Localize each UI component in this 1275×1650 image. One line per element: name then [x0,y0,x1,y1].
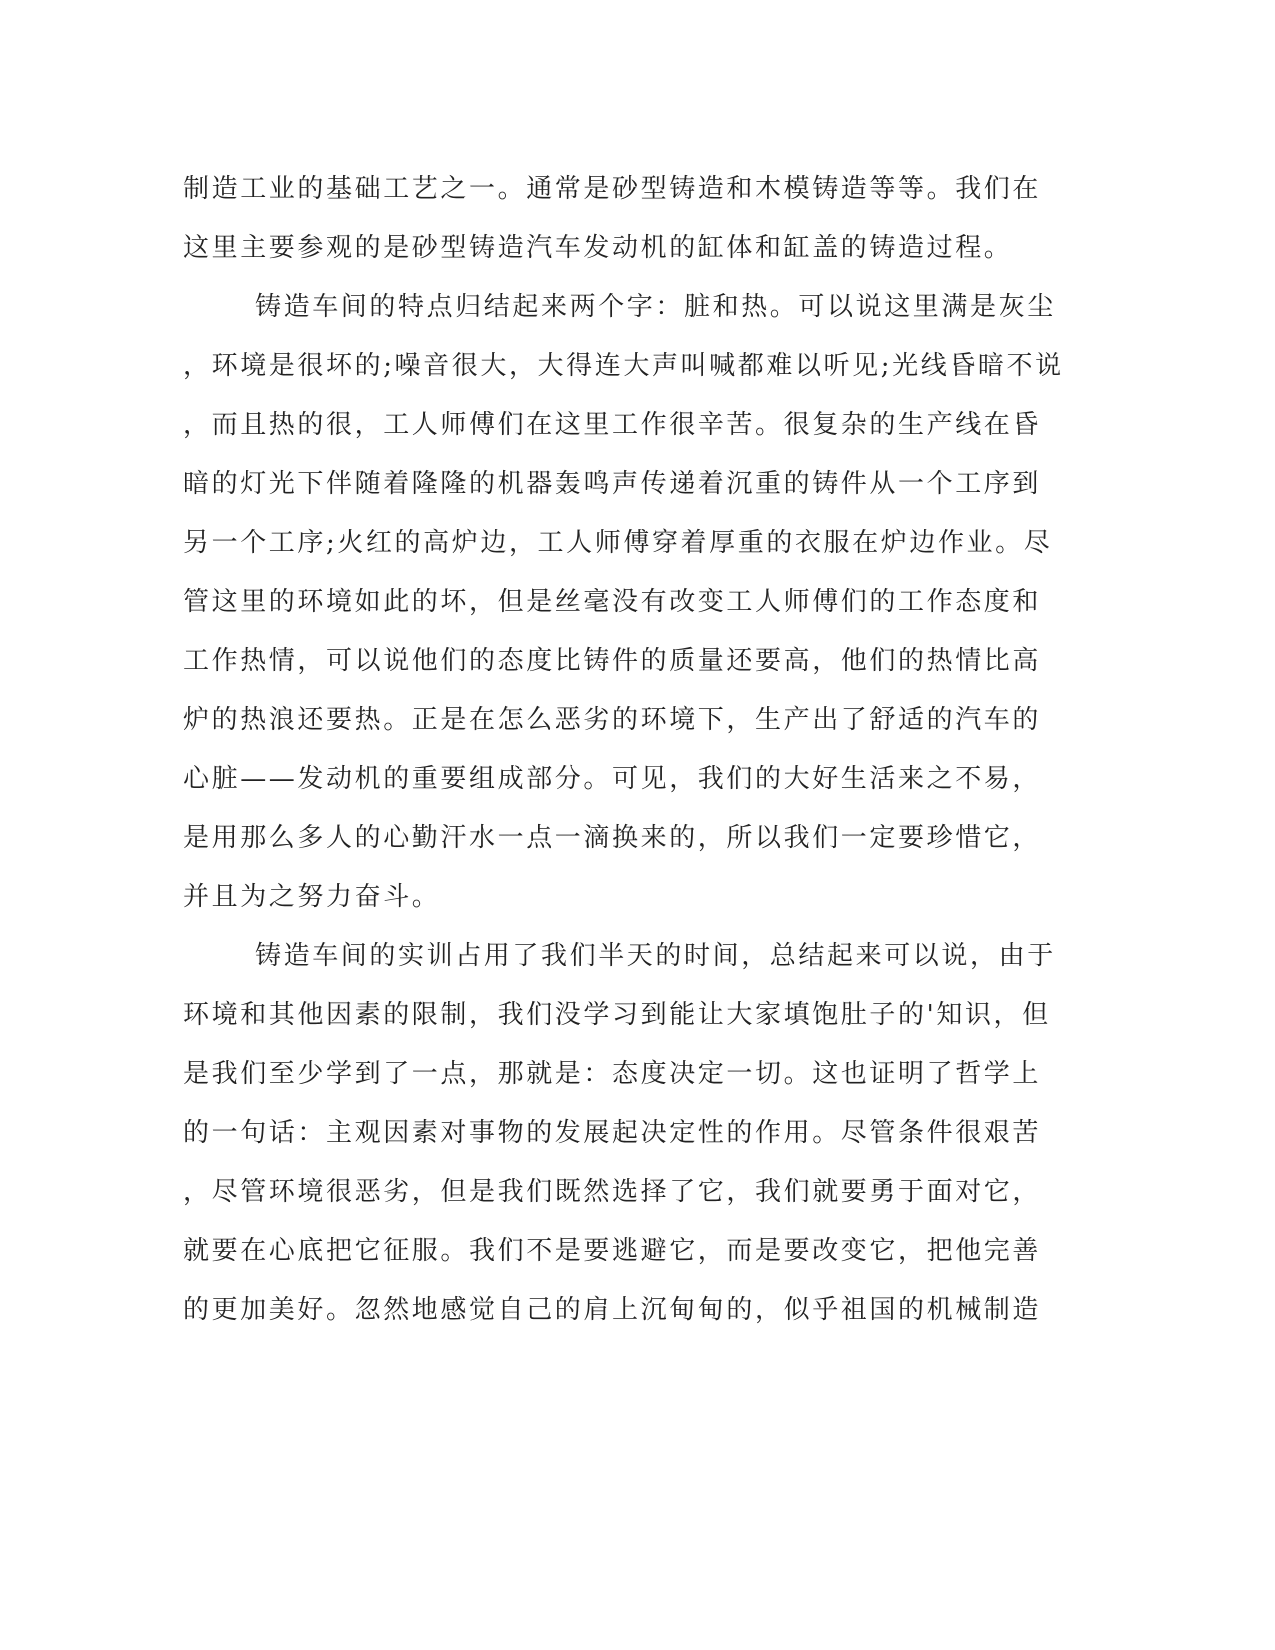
text-line: 另一个工序;火红的高炉边，工人师傅穿着厚重的衣服在炉边作业。尽 [183,528,1053,558]
text-line: 是用那么多人的心勤汗水一点一滴换来的，所以我们一定要珍惜它， [183,823,1042,853]
paragraph-2 [183,278,1064,927]
body-text [183,160,1064,1340]
text-line: 的更加美好。忽然地感觉自己的肩上沉甸甸的，似乎祖国的机械制造 [183,1295,1042,1325]
text-line: ，尽管环境很恶劣，但是我们既然选择了它，我们就要勇于面对它， [183,1177,1042,1207]
text-line: 铸造车间的实训占用了我们半天的时间，总结起来可以说，由于 [255,941,1056,971]
paragraph-3 [183,927,1056,1340]
text-line: 的一句话：主观因素对事物的发展起决定性的作用。尽管条件很艰苦 [183,1118,1042,1148]
text-line: 暗的灯光下伴随着隆隆的机器轰鸣声传递着沉重的铸件从一个工序到 [183,469,1042,499]
text-line: ，而且热的很，工人师傅们在这里工作很辛苦。很复杂的生产线在昏 [183,410,1042,440]
paragraph-1 [183,160,1043,278]
text-line: 制造工业的基础工艺之一。通常是砂型铸造和木模铸造等等。我们在 [183,174,1042,204]
text-line: 并且为之努力奋斗。 [183,882,441,912]
text-line: 工作热情，可以说他们的态度比铸件的质量还要高，他们的热情比高 [183,646,1042,676]
text-line: 铸造车间的特点归结起来两个字：脏和热。可以说这里满是灰尘 [255,292,1056,322]
text-line: 这里主要参观的是砂型铸造汽车发动机的缸体和缸盖的铸造过程。 [183,233,1013,263]
text-line: 心脏——发动机的重要组成部分。可见，我们的大好生活来之不易， [183,764,1042,794]
text-line: 管这里的环境如此的坏，但是丝毫没有改变工人师傅们的工作态度和 [183,587,1042,617]
text-line: 环境和其他因素的限制，我们没学习到能让大家填饱肚子的'知识，但 [183,1000,1051,1030]
text-line: 就要在心底把它征服。我们不是要逃避它，而是要改变它，把他完善 [183,1236,1042,1266]
text-line: 是我们至少学到了一点，那就是：态度决定一切。这也证明了哲学上 [183,1059,1042,1089]
text-line: ，环境是很坏的;噪音很大，大得连大声叫喊都难以听见;光线昏暗不说 [183,351,1064,381]
text-line: 炉的热浪还要热。正是在怎么恶劣的环境下，生产出了舒适的汽车的 [183,705,1042,735]
